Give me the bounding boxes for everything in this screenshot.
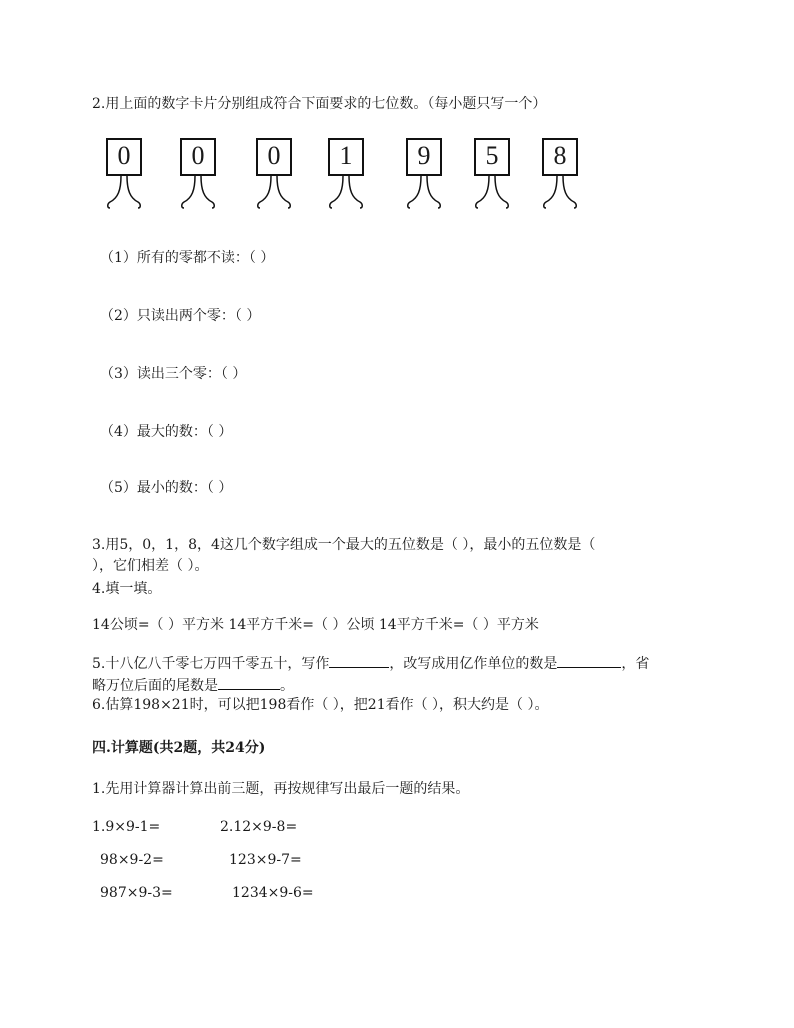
card-legs-icon xyxy=(466,174,518,214)
card-digit: 1 xyxy=(339,141,353,170)
calc-expression: 2.12×9-8= xyxy=(220,819,298,835)
question-3-line-1: 3.用5，0，1，8，4这几个数字组成一个最大的五位数是（ ），最小的五位数是（ xyxy=(92,537,596,553)
question-3-line-2: ），它们相差（ ）。 xyxy=(92,558,209,574)
calc-expression: 1234×9-6= xyxy=(232,885,314,901)
question-5-text: ，省 xyxy=(621,656,650,672)
card-digit: 0 xyxy=(267,141,281,170)
card-digit: 9 xyxy=(417,141,431,170)
question-2-item: （1）所有的零都不读：（ ） xyxy=(100,250,275,266)
question-4-line: 14公顷=（ ）平方米 14平方千米=（ ）公顷 14平方千米=（ ）平方米 xyxy=(92,617,539,633)
calc-expression: 1.9×9-1= xyxy=(92,819,161,835)
calc-question-1: 1.先用计算器计算出前三题，再按规律写出最后一题的结果。 xyxy=(92,781,470,797)
question-2-item: （2）只读出两个零：（ ） xyxy=(100,308,261,324)
card-legs-icon xyxy=(320,174,372,214)
digit-card xyxy=(106,138,142,238)
question-5-text: 。 xyxy=(280,678,294,694)
digit-card xyxy=(180,138,216,238)
card-legs-icon xyxy=(98,174,150,214)
answer-blank[interactable] xyxy=(218,675,280,690)
section-heading: 四.计算题(共2题，共24分) xyxy=(92,740,266,756)
question-5-text: ，改写成用亿作单位的数是 xyxy=(389,656,558,672)
card-digit: 5 xyxy=(485,141,499,170)
digit-card xyxy=(406,138,442,238)
card-legs-icon xyxy=(172,174,224,214)
card-digit: 8 xyxy=(553,141,567,170)
question-2-item: （3）读出三个零：（ ） xyxy=(100,366,247,382)
card-digit: 0 xyxy=(117,141,131,170)
question-6: 6.估算198×21时，可以把198看作（ ），把21看作（ ），积大约是（ ）。 xyxy=(92,697,549,713)
card-legs-icon xyxy=(398,174,450,214)
calc-expression: 123×9-7= xyxy=(229,852,302,868)
question-5-text: 5.十八亿八千零七万四千零五十，写作 xyxy=(92,656,330,672)
digit-card xyxy=(542,138,578,238)
question-2-title: 2.用上面的数字卡片分别组成符合下面要求的七位数。（每小题只写一个） xyxy=(92,96,547,112)
card-digit: 0 xyxy=(191,141,205,170)
answer-blank[interactable] xyxy=(557,653,621,668)
card-legs-icon xyxy=(248,174,300,214)
digit-card xyxy=(256,138,292,238)
question-5-text: 略万位后面的尾数是 xyxy=(92,678,218,694)
question-2-item: （5）最小的数：（ ） xyxy=(100,480,233,496)
digit-card xyxy=(474,138,510,238)
answer-blank[interactable] xyxy=(329,653,389,668)
question-5-line-1 xyxy=(92,653,649,673)
question-4-title: 4.填一填。 xyxy=(92,581,162,597)
calc-expression: 987×9-3= xyxy=(100,885,173,901)
card-legs-icon xyxy=(534,174,586,214)
digit-card xyxy=(328,138,364,238)
question-2-item: （4）最大的数：（ ） xyxy=(100,424,233,440)
question-5-line-2 xyxy=(92,675,294,695)
calc-expression: 98×9-2= xyxy=(100,852,164,868)
